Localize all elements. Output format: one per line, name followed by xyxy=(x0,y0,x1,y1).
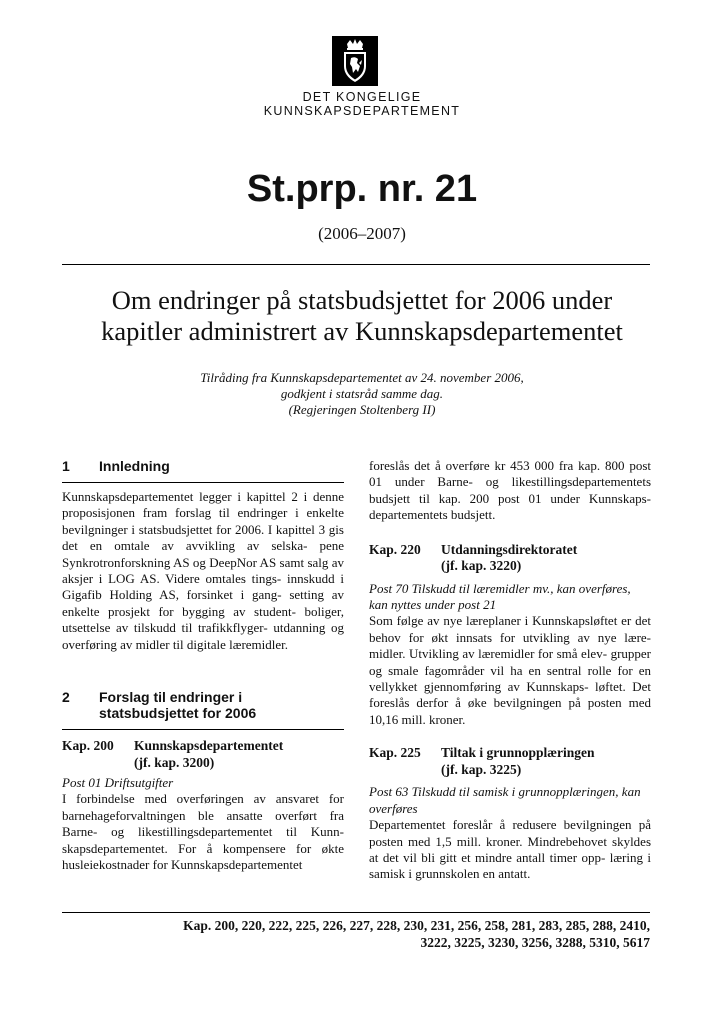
kapittel-name-line: Tiltak i grunnopplæringen xyxy=(441,745,595,761)
kapittel-code: Kap. 220 xyxy=(369,541,421,557)
post-title xyxy=(369,581,651,614)
main-title-line: kapitler administrert av Kunnskapsdepartementet xyxy=(101,316,623,346)
kapittel-body xyxy=(369,817,651,883)
section-divider xyxy=(62,729,344,730)
body-line: setting av enkelte prosjekt for bygging av student- xyxy=(62,587,345,619)
body-line: 01 under Barne- og likestillingsdepartementets xyxy=(369,474,651,490)
body-line: skapsdepartementet. For å kompensere for økte xyxy=(62,840,344,856)
kapittel-name-line: (jf. kap. 3200) xyxy=(134,754,215,770)
kapittel-heading xyxy=(62,738,344,771)
right-column xyxy=(369,458,651,883)
section-heading xyxy=(62,689,344,721)
body-line: denne proposisjonen fram forslag til endringer i xyxy=(62,489,344,521)
section-number: 1 xyxy=(62,458,70,474)
body-line: foreslås det å overføre kr 453 000 fra kap. 800 post xyxy=(369,458,651,473)
body-line: samt salg av aksjer i LOG AS. Videre omtales tings- xyxy=(62,554,345,587)
document-title: St.prp. nr. 21 xyxy=(246,168,478,210)
body-line: budsjett til kap. 200 post 01 under Kunnskaps- xyxy=(369,490,651,506)
recommendation-line: Tilråding fra Kunnskapsdepartementet av 24. november 2006, xyxy=(200,370,524,385)
post-title-line: kan nyttes under post 21 xyxy=(369,597,497,613)
kapittel-code: Kap. 225 xyxy=(369,745,421,761)
kapittel-body xyxy=(369,613,651,728)
body-line: pene Synkrotronforskning AS og DeepNor AS xyxy=(62,538,344,570)
body-line: grupper og smale fagområder vil ha en sentral xyxy=(369,646,651,678)
body-line: posten med 10,16 mill. kroner. xyxy=(369,695,652,727)
kapittel-name xyxy=(441,745,595,778)
body-line: læring i samisk i grunnskolen en antatt. xyxy=(369,849,652,882)
body-line: Departementet foreslår å redusere bevilgningen xyxy=(369,817,632,833)
body-line: Som følge av nye læreplaner i Kunnskapsløftet er xyxy=(369,613,632,629)
body-line: innskudd i Gigafib Holding AS, forsinket i gang- xyxy=(62,571,345,603)
kapittel-name-line: (jf. kap. 3220) xyxy=(441,558,522,574)
body-line: læremidler. xyxy=(229,636,289,652)
kapittel-name-line: Kunnskapsdepartementet xyxy=(134,738,284,754)
section-title: Innledning xyxy=(99,458,170,474)
document-year: (2006–2007) xyxy=(318,224,406,243)
section-heading xyxy=(62,458,344,474)
recommendation xyxy=(0,370,724,418)
body-line: Kunnskapsdepartementet legger i kapittel 2 i xyxy=(62,489,308,504)
kapittel-heading xyxy=(369,745,651,778)
recommendation-line: (Regjeringen Stoltenberg II) xyxy=(288,402,436,417)
body-line: kapittel 3 gis det en omtale av avvikling av selska- xyxy=(62,521,344,554)
kapittel-heading xyxy=(369,542,651,575)
post-title-line: overføres xyxy=(369,800,418,816)
post-title: Post 01 Driftsutgifter xyxy=(62,775,174,791)
footer-divider xyxy=(62,912,650,913)
body-line: departementets budsjett. xyxy=(369,507,496,523)
post-title xyxy=(369,784,651,817)
kapittel-code: Kap. 200 xyxy=(62,738,114,754)
body-line: rolle for en vellykket gjennomføring av Kunnskaps- xyxy=(369,662,652,695)
kapittel-list xyxy=(62,918,650,951)
body-line: skyldes at det vil bli gitt et mindre antall timer opp- xyxy=(369,833,652,865)
kapittel-list-line: 3222, 3225, 3230, 3256, 3288, 5310, 5617 xyxy=(420,934,650,950)
body-line: utdanning og overføring av midler til digitale xyxy=(62,620,345,652)
kapittel-name-line: Utdanningsdirektoratet xyxy=(441,541,578,557)
post-title-line: Post 70 Tilskudd til læremidler mv., kan overføres, xyxy=(369,580,631,596)
body-line: midler. Utvikling av læremidler for små elev- xyxy=(369,646,608,662)
section-title xyxy=(99,689,256,721)
body-line: det behov for økt innsats for utvikling av nye lære- xyxy=(369,613,651,645)
body-line: Barne- og likestillingsdepartementet til Kunn- xyxy=(62,824,344,840)
section-body xyxy=(62,489,344,653)
kapittel-name-line: (jf. kap. 3225) xyxy=(441,761,522,777)
kapittel-name xyxy=(134,738,283,771)
body-line: på posten med 1,5 mill. kroner. Mindrebehovet xyxy=(369,817,652,849)
left-column xyxy=(62,458,344,874)
body-line: I forbindelse med overføringen av ansvaret for xyxy=(62,791,344,807)
kapittel-body xyxy=(62,791,344,873)
main-title xyxy=(0,285,724,347)
department-name-line1: DET KONGELIGE xyxy=(302,90,422,104)
kapittel-list-line: Kap. 200, 220, 222, 225, 226, 227, 228, 230, 231, 256, 258, 281, 283, 285, 288, 2410, xyxy=(183,918,650,933)
kapittel-name xyxy=(441,542,577,575)
department-name-line2: KUNNSKAPSDEPARTEMENT xyxy=(263,104,461,118)
recommendation-line: godkjent i statsråd samme dag. xyxy=(280,386,444,401)
post-title-line: Post 63 Tilskudd til samisk i grunnopplæringen, kan xyxy=(369,784,641,800)
section-divider xyxy=(62,482,344,483)
section-title-line: Forslag til endringer i xyxy=(99,689,243,706)
section-number: 2 xyxy=(62,689,70,706)
body-line: løftet. Det foreslås derfor å øke bevilgningen på xyxy=(369,679,652,711)
coat-of-arms-icon xyxy=(332,36,378,86)
section-title-line: statsbudsjettet for 2006 xyxy=(99,705,257,722)
main-title-line: Om endringer på statsbudsjettet for 2006 under xyxy=(111,285,613,315)
kapittel-body-continued xyxy=(369,458,651,524)
body-line: barnehageforvaltningen ble ansatte overført fra xyxy=(62,807,344,823)
body-line: boliger, utsettelse av tilskudd til trafikkflyger- xyxy=(62,603,344,636)
title-divider xyxy=(62,264,650,265)
body-line: husleiekostnader for Kunnskapsdepartementet xyxy=(62,857,303,873)
body-line: enkelte bevilgninger i statsbudsjettet for 2006. I xyxy=(62,505,345,537)
